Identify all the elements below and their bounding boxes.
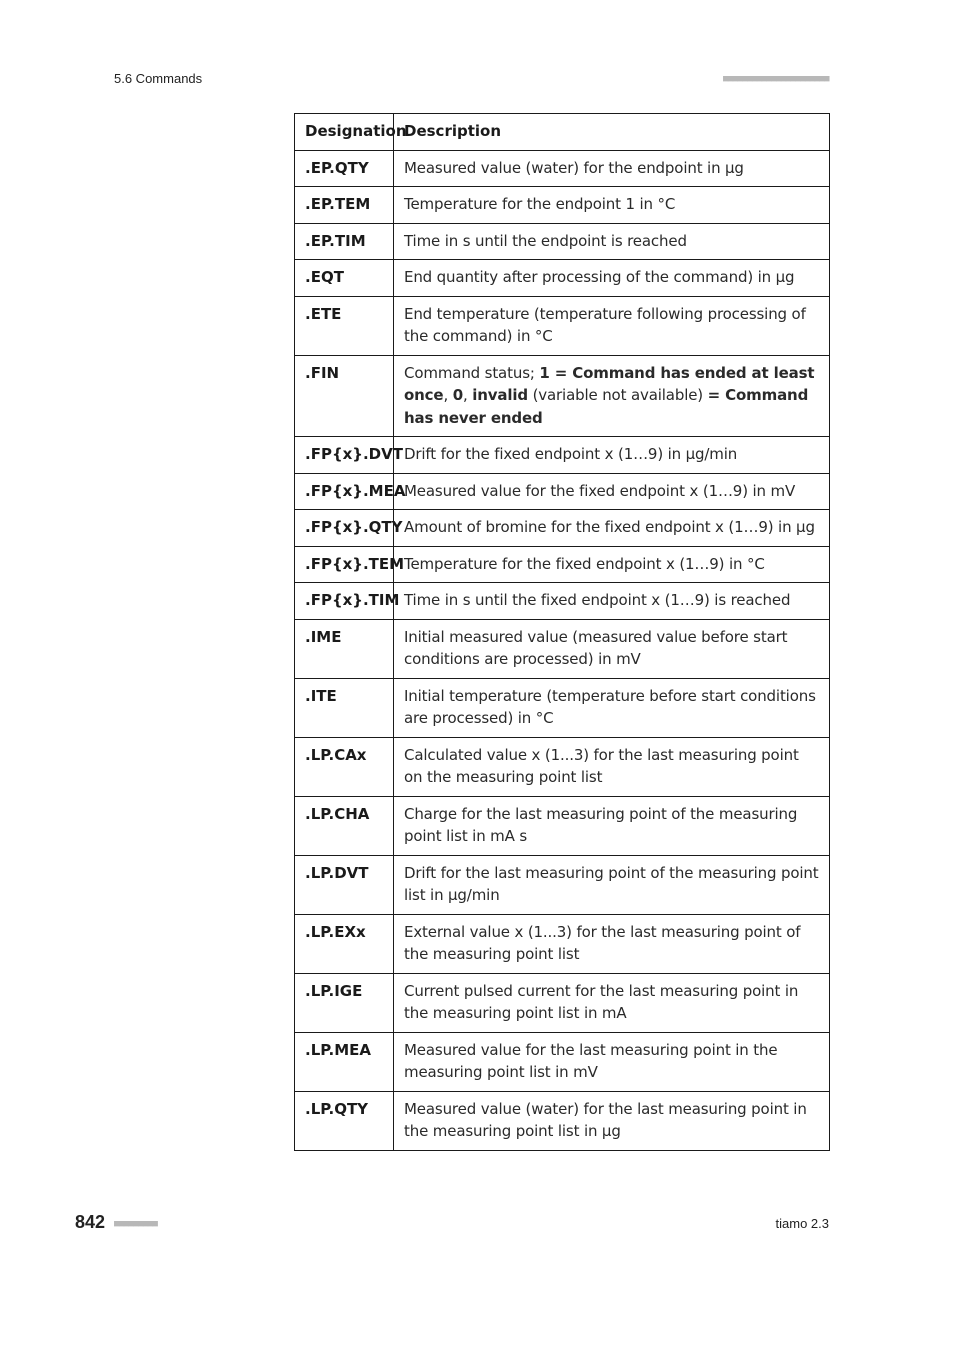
description-text: (variable not available) xyxy=(527,386,708,404)
description-emphasis: 0 xyxy=(452,386,463,404)
designation-cell: .EP.TIM xyxy=(295,223,394,260)
designation-cell: .LP.CAx xyxy=(295,737,394,796)
table-row xyxy=(295,150,830,187)
description-cell: Temperature for the fixed endpoint x (1…9) in °C xyxy=(394,546,830,583)
description-cell: Measured value (water) for the last measuring point in the measuring point list in µg xyxy=(394,1091,830,1150)
description-cell xyxy=(394,355,830,437)
designation-cell: .LP.CHA xyxy=(295,796,394,855)
description-cell: Calculated value x (1...3) for the last measuring point on the measuring point list xyxy=(394,737,830,796)
footer-decorative-dots: ■■■■■■■■■ xyxy=(114,1219,158,1229)
designation-cell: .FP{x}.TIM xyxy=(295,583,394,620)
table-row xyxy=(295,737,830,796)
designation-cell: .LP.EXx xyxy=(295,914,394,973)
command-variables-table xyxy=(294,113,830,1151)
table-row xyxy=(295,914,830,973)
designation-cell: .LP.DVT xyxy=(295,855,394,914)
description-text: , xyxy=(443,386,453,404)
running-header-section: 5.6 Commands xyxy=(114,71,203,86)
table-row xyxy=(295,583,830,620)
description-cell: Current pulsed current for the last measuring point in the measuring point list in mA xyxy=(394,973,830,1032)
description-emphasis: = Command has never ended xyxy=(404,386,809,427)
designation-cell: .FIN xyxy=(295,355,394,437)
description-cell: Amount of bromine for the fixed endpoint x (1…9) in µg xyxy=(394,510,830,547)
table-header-row xyxy=(295,114,830,151)
designation-cell: .IME xyxy=(295,619,394,678)
table-row xyxy=(295,437,830,474)
designation-cell: .LP.IGE xyxy=(295,973,394,1032)
table-row xyxy=(295,1032,830,1091)
product-name: tiamo 2.3 xyxy=(775,1216,829,1231)
page-number: 842 xyxy=(75,1212,106,1232)
table-row xyxy=(295,355,830,437)
description-cell: End temperature (temperature following processing of the command) in °C xyxy=(394,296,830,355)
designation-cell: .LP.MEA xyxy=(295,1032,394,1091)
designation-cell: .ITE xyxy=(295,678,394,737)
description-cell: Measured value (water) for the endpoint in µg xyxy=(394,150,830,187)
table-row xyxy=(295,619,830,678)
designation-cell: .FP{x}.TEM xyxy=(295,546,394,583)
table-row xyxy=(295,1091,830,1150)
description-cell: Drift for the fixed endpoint x (1…9) in µg/min xyxy=(394,437,830,474)
description-cell: Temperature for the endpoint 1 in °C xyxy=(394,187,830,224)
description-cell: Initial temperature (temperature before start conditions are processed) in °C xyxy=(394,678,830,737)
header-designation: Designation xyxy=(295,114,394,151)
designation-cell: .FP{x}.DVT xyxy=(295,437,394,474)
description-cell: Time in s until the fixed endpoint x (1…9) is reached xyxy=(394,583,830,620)
table-row xyxy=(295,473,830,510)
table-row xyxy=(295,546,830,583)
header-description: Description xyxy=(394,114,830,151)
description-cell: Measured value for the last measuring point in the measuring point list in mV xyxy=(394,1032,830,1091)
table-row xyxy=(295,855,830,914)
designation-cell: .EP.QTY xyxy=(295,150,394,187)
table-row xyxy=(295,678,830,737)
description-cell: Drift for the last measuring point of the measuring point list in µg/min xyxy=(394,855,830,914)
description-emphasis: invalid xyxy=(472,386,528,404)
designation-cell: .LP.QTY xyxy=(295,1091,394,1150)
designation-cell: .FP{x}.MEA xyxy=(295,473,394,510)
header-decorative-dots: ■■■■■■■■■■■■■■■■■■■■■■ xyxy=(722,74,829,84)
table-row xyxy=(295,796,830,855)
table-row xyxy=(295,296,830,355)
table-row xyxy=(295,223,830,260)
description-cell: Initial measured value (measured value before start conditions are processed) in mV xyxy=(394,619,830,678)
table-body xyxy=(295,150,830,1150)
description-cell: External value x (1...3) for the last measuring point of the measuring point list xyxy=(394,914,830,973)
table-row xyxy=(295,187,830,224)
designation-cell: .EP.TEM xyxy=(295,187,394,224)
designation-cell: .EQT xyxy=(295,260,394,297)
designation-cell: .FP{x}.QTY xyxy=(295,510,394,547)
table-row xyxy=(295,260,830,297)
description-emphasis: 1 = Command has ended at least once xyxy=(404,363,815,404)
designation-cell: .ETE xyxy=(295,296,394,355)
description-text: Command status; xyxy=(404,363,540,382)
table-row xyxy=(295,973,830,1032)
description-cell: Measured value for the fixed endpoint x (1…9) in mV xyxy=(394,473,830,510)
description-text: , xyxy=(463,386,473,404)
description-cell: End quantity after processing of the command) in µg xyxy=(394,260,830,297)
description-cell: Charge for the last measuring point of the measuring point list in mA s xyxy=(394,796,830,855)
table-row xyxy=(295,510,830,547)
description-cell: Time in s until the endpoint is reached xyxy=(394,223,830,260)
